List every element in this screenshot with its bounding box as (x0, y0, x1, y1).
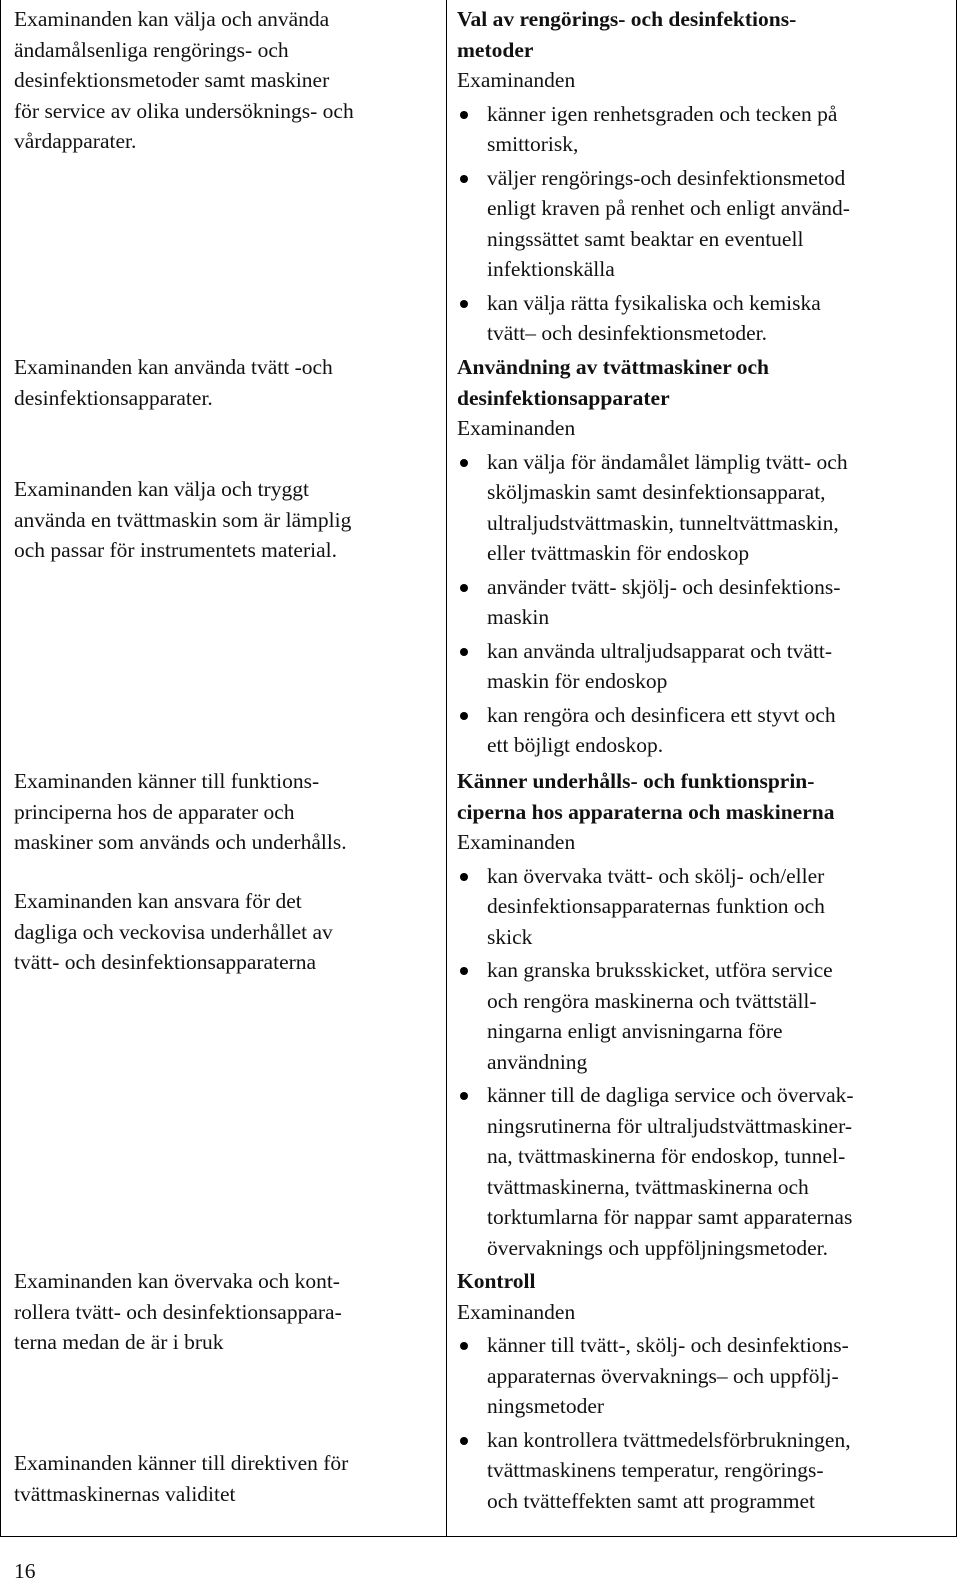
text-line: övervaknings och uppföljningsmetoder. (487, 1235, 828, 1260)
text-line: kan granska bruksskicket, utföra service (487, 958, 833, 982)
list-item (457, 288, 949, 349)
text-line: tvätt- och desinfektionsapparaterna (14, 950, 317, 974)
list-item (457, 1080, 949, 1263)
text-line: kan kontrollera tvättmedelsförbrukningen, (487, 1427, 851, 1452)
text-line: eller tvättmaskin för endoskop (487, 541, 750, 565)
section-heading: Kontroll (457, 1269, 536, 1293)
bullet-icon (460, 967, 468, 975)
section-subject: Examinanden (457, 1299, 576, 1324)
text-line: ändamålsenliga rengörings- och (14, 37, 289, 62)
bullet-icon (460, 300, 468, 308)
list-item (457, 163, 949, 285)
text-line: ett böjligt endoskop. (487, 733, 664, 757)
table-border-left (0, 0, 1, 1537)
bullet-icon (460, 175, 468, 183)
text-line: kan välja rätta fysikaliska och kemiska (487, 290, 821, 315)
left-block-4 (14, 766, 438, 858)
table-border-bottom (0, 1536, 957, 1537)
text-line: maskin för endoskop (487, 669, 668, 693)
bullet-icon (460, 584, 468, 592)
text-line: skick (487, 924, 533, 949)
bullet-icon (460, 459, 468, 467)
text-line: ultraljudstvättmaskin, tunneltvättmaskin, (487, 510, 839, 535)
left-block-1 (14, 4, 438, 157)
text-line: och rengöra maskinerna och tvättställ- (487, 988, 817, 1013)
text-line: tvättmaskinens temperatur, rengörings- (487, 1458, 824, 1482)
text-line: tvättmaskinernas validitet (14, 1481, 236, 1506)
text-line: och tvätteffekten samt att programmet (487, 1488, 815, 1513)
text-line: maskin (487, 605, 550, 629)
text-line: kan rengöra och desinficera ett styvt och (487, 702, 836, 727)
section-subject: Examinanden (457, 68, 576, 92)
bullet-icon (460, 1342, 468, 1350)
bullet-list (457, 447, 949, 761)
text-line: Examinanden kan välja och använda (14, 7, 330, 31)
left-block-7 (14, 1448, 438, 1509)
list-item (457, 447, 949, 569)
left-block-2 (14, 352, 438, 413)
bullet-icon (460, 1092, 468, 1100)
section-heading: metoder (457, 37, 534, 62)
section-heading: Känner underhålls- och funktionsprin- (457, 769, 815, 793)
list-item (457, 636, 949, 697)
text-line: desinfektionsapparaternas funktion och (487, 894, 825, 918)
text-line: väljer rengörings-och desinfektionsmetod (487, 165, 846, 190)
text-line: infektionskälla (487, 257, 615, 281)
text-line: kan övervaka tvätt- och skölj- och/eller (487, 863, 825, 888)
text-line: känner till de dagliga service och övervak- (487, 1083, 854, 1107)
text-line: desinfektionsmetoder samt maskiner (14, 68, 330, 92)
text-line: använda en tvättmaskin som är lämplig (14, 507, 352, 532)
bullet-icon (460, 873, 468, 881)
column-divider (446, 0, 447, 1537)
list-item (457, 572, 949, 633)
left-block-3 (14, 474, 438, 566)
text-line: ningarna enligt anvisningarna före (487, 1019, 783, 1043)
section-underhall-funktion (457, 766, 949, 1263)
text-line: Examinanden kan välja och tryggt (14, 477, 309, 501)
text-line: användning (487, 1049, 588, 1074)
text-line: för service av olika undersöknings- och (14, 98, 354, 123)
text-line: principerna hos de apparater och (14, 799, 295, 824)
text-line: enligt kraven på renhet och enligt använd- (487, 196, 850, 220)
text-line: terna medan de är i bruk (14, 1330, 224, 1354)
section-heading: Användning av tvättmaskiner och (457, 355, 770, 379)
section-anvandning-tvattmaskiner (457, 352, 949, 761)
section-subject: Examinanden (457, 830, 576, 854)
text-line: desinfektionsapparater. (14, 385, 213, 410)
bullet-list (457, 861, 949, 1264)
table-border-right (956, 0, 957, 1537)
text-line: apparaternas övervaknings– och uppfölj- (487, 1363, 839, 1388)
text-line: Examinanden känner till direktiven för (14, 1451, 349, 1475)
text-line: känner igen renhetsgraden och tecken på (487, 101, 838, 126)
text-line: Examinanden kan övervaka och kont- (14, 1269, 340, 1293)
list-item (457, 1425, 949, 1517)
list-item (457, 955, 949, 1077)
list-item (457, 700, 949, 761)
text-line: känner till tvätt-, skölj- och desinfektions- (487, 1333, 849, 1357)
text-line: sköljmaskin samt desinfektionsapparat, (487, 480, 826, 504)
text-line: ningssättet samt beaktar en eventuell (487, 226, 804, 251)
text-line: smittorisk, (487, 132, 579, 156)
list-item (457, 861, 949, 953)
text-line: maskiner som används och underhålls. (14, 830, 347, 854)
section-subject: Examinanden (457, 416, 576, 440)
text-line: kan använda ultraljudsapparat och tvätt- (487, 638, 833, 663)
list-item (457, 1330, 949, 1422)
text-line: kan välja för ändamålet lämplig tvätt- och (487, 449, 848, 474)
text-line: Examinanden kan använda tvätt -och (14, 355, 333, 379)
left-block-5 (14, 886, 438, 978)
bullet-list (457, 99, 949, 349)
bullet-icon (460, 111, 468, 119)
section-heading: ciperna hos apparaterna och maskinerna (457, 799, 835, 824)
left-block-6 (14, 1266, 438, 1358)
page-number: 16 (14, 1559, 36, 1583)
bullet-icon (460, 1437, 468, 1445)
text-line: vårdapparater. (14, 129, 137, 153)
section-kontroll (457, 1266, 949, 1516)
bullet-icon (460, 648, 468, 656)
text-line: använder tvätt- skjölj- och desinfektions- (487, 574, 841, 599)
section-heading: desinfektionsapparater (457, 385, 670, 410)
text-line: ningsrutinerna för ultraljudstvättmaskiner- (487, 1113, 852, 1138)
text-line: Examinanden kan ansvara för det (14, 889, 302, 913)
text-line: rollera tvätt- och desinfektionsappara- (14, 1299, 342, 1324)
bullet-list (457, 1330, 949, 1516)
text-line: ningsmetoder (487, 1394, 605, 1418)
text-line: dagliga och veckovisa underhållet av (14, 919, 333, 944)
text-line: na, tvättmaskinerna för endoskop, tunnel- (487, 1144, 846, 1168)
bullet-icon (460, 712, 468, 720)
text-line: torktumlarna för nappar samt apparaternas (487, 1205, 853, 1229)
list-item (457, 99, 949, 160)
text-line: tvätt– och desinfektionsmetoder. (487, 321, 768, 345)
section-rengoring-metoder (457, 4, 949, 349)
text-line: tvättmaskinerna, tvättmaskinerna och (487, 1174, 809, 1199)
text-line: Examinanden känner till funktions- (14, 769, 320, 793)
section-heading: Val av rengörings- och desinfektions- (457, 7, 797, 31)
text-line: och passar för instrumentets material. (14, 538, 337, 562)
